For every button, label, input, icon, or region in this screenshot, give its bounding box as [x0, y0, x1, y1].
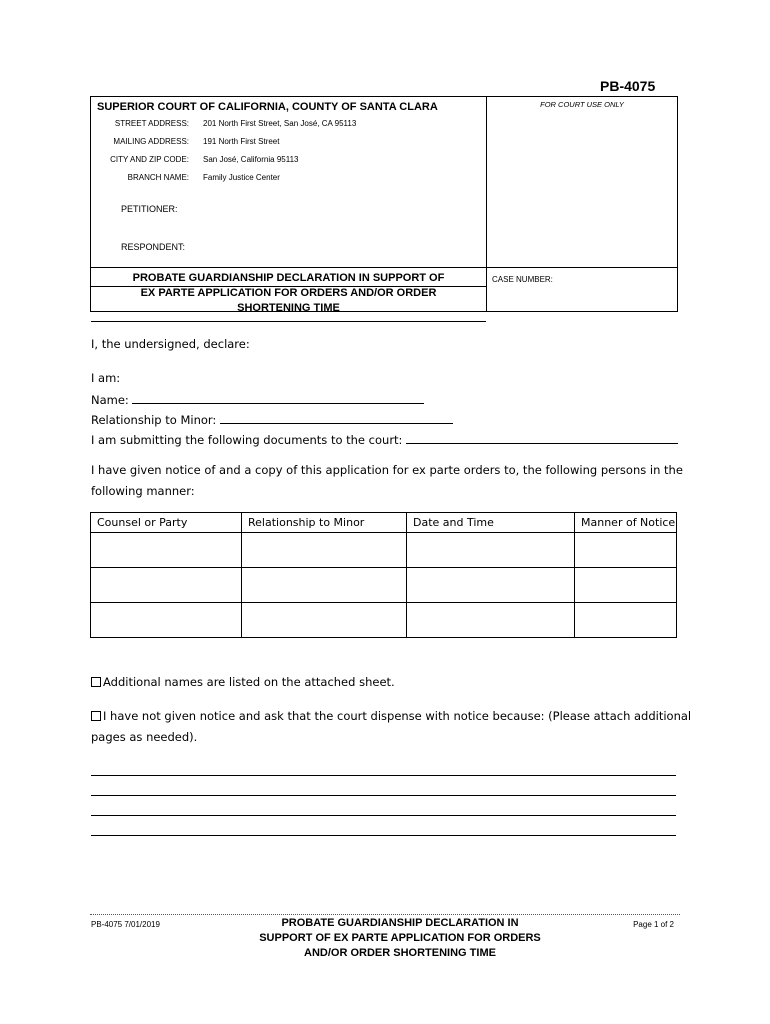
footer-page-number: Page 1 of 2	[633, 920, 674, 929]
no-notice-checkbox[interactable]	[91, 711, 101, 721]
document-title-line-1: PROBATE GUARDIANSHIP DECLARATION IN SUPPORT OF	[132, 272, 445, 284]
caption-divider-respondent	[91, 321, 486, 322]
city-zip-label: CITY AND ZIP CODE:	[110, 155, 189, 164]
table-cell[interactable]	[407, 533, 575, 568]
table-cell[interactable]	[575, 603, 677, 638]
court-use-label: FOR COURT USE ONLY	[540, 100, 624, 109]
city-zip-value: San José, California 95113	[203, 155, 299, 164]
additional-names-label: Additional names are listed on the attached sheet.	[103, 675, 395, 689]
no-notice-label-line-2: pages as needed).	[91, 730, 198, 744]
table-cell[interactable]	[575, 533, 677, 568]
mailing-address-label: MAILING ADDRESS:	[113, 137, 189, 146]
court-name: SUPERIOR COURT OF CALIFORNIA, COUNTY OF SANTA CLARA	[97, 101, 438, 113]
case-number-label: CASE NUMBER:	[492, 275, 553, 284]
header-manner-of-notice: Manner of Notice	[575, 513, 677, 533]
document-title-line-3: SHORTENING TIME	[237, 302, 340, 314]
name-label: Name:	[91, 393, 129, 407]
table-row	[91, 568, 677, 603]
document-title	[91, 271, 486, 316]
header-counsel-or-party: Counsel or Party	[91, 513, 242, 533]
caption-vertical-divider	[486, 97, 487, 311]
petitioner-label: PETITIONER:	[121, 204, 178, 214]
footer-form-code: PB-4075 7/01/2019	[91, 920, 160, 929]
table-cell[interactable]	[575, 568, 677, 603]
reason-line-4[interactable]	[91, 835, 676, 836]
additional-names-checkbox[interactable]	[91, 677, 101, 687]
name-row	[91, 391, 424, 407]
form-number: PB-4075	[600, 78, 656, 94]
footer-title-line-2: SUPPORT OF EX PARTE APPLICATION FOR ORDERS	[259, 932, 541, 944]
additional-names-row	[91, 675, 395, 689]
street-address-value: 201 North First Street, San José, CA 95113	[203, 119, 357, 128]
footer-title-line-1: PROBATE GUARDIANSHIP DECLARATION IN	[281, 917, 519, 929]
table-cell[interactable]	[242, 568, 407, 603]
branch-name-label: BRANCH NAME:	[127, 173, 189, 182]
table-cell[interactable]	[242, 533, 407, 568]
document-title-line-2: EX PARTE APPLICATION FOR ORDERS AND/OR ORDER	[140, 287, 437, 299]
table-cell[interactable]	[91, 568, 242, 603]
table-cell[interactable]	[91, 533, 242, 568]
caption-box	[90, 96, 678, 312]
mailing-address-value: 191 North First Street	[203, 137, 280, 146]
table-cell[interactable]	[407, 568, 575, 603]
table-cell[interactable]	[242, 603, 407, 638]
footer-title	[200, 916, 600, 961]
relationship-row	[91, 411, 453, 427]
branch-name-value: Family Justice Center	[203, 173, 280, 182]
reason-line-2[interactable]	[91, 795, 676, 796]
table-row	[91, 533, 677, 568]
notice-table	[90, 512, 677, 638]
table-cell[interactable]	[407, 603, 575, 638]
footer-rule	[90, 914, 680, 915]
notice-line-2: following manner:	[91, 484, 195, 498]
caption-divider-title	[91, 267, 677, 268]
no-notice-row	[91, 709, 691, 723]
header-relationship-to-minor: Relationship to Minor	[242, 513, 407, 533]
reason-line-3[interactable]	[91, 815, 676, 816]
street-address-label: STREET ADDRESS:	[114, 119, 189, 128]
table-header-row	[91, 513, 677, 533]
no-notice-label-line-1: I have not given notice and ask that the court dispense with notice because: (Please attach additional	[103, 709, 692, 723]
declare-statement: I, the undersigned, declare:	[91, 337, 250, 351]
relationship-label: Relationship to Minor:	[91, 413, 217, 427]
notice-line-1: I have given notice of and a copy of this application for ex parte orders to, the following persons in the	[91, 463, 683, 477]
table-row	[91, 603, 677, 638]
header-date-and-time: Date and Time	[407, 513, 575, 533]
documents-row	[91, 431, 678, 447]
documents-label: I am submitting the following documents to the court:	[91, 433, 403, 447]
i-am-label: I am:	[91, 371, 121, 385]
footer-title-line-3: AND/OR ORDER SHORTENING TIME	[304, 947, 496, 959]
reason-line-1[interactable]	[91, 775, 676, 776]
documents-field[interactable]	[406, 431, 678, 444]
table-cell[interactable]	[91, 603, 242, 638]
name-field[interactable]	[132, 391, 424, 404]
respondent-label: RESPONDENT:	[121, 242, 186, 252]
relationship-field[interactable]	[220, 411, 453, 424]
